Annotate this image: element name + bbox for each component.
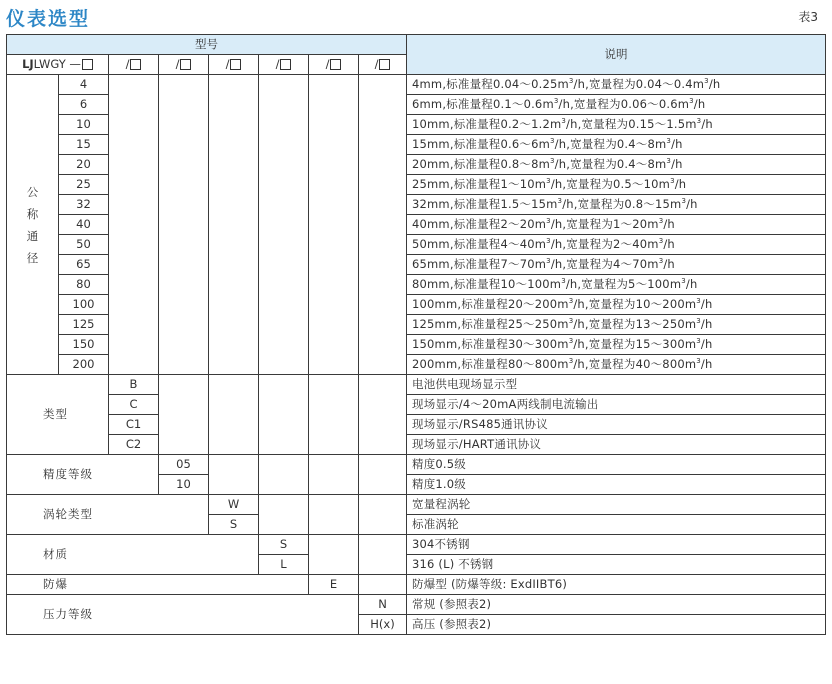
diameter-desc: 150mm,标准量程$30\sim 300m^3/h$,宽量程为$15\sim 300m^3/h$: [407, 335, 826, 355]
diameter-code: 65: [59, 255, 109, 275]
material-label: 材质: [7, 535, 259, 575]
open-column-cell: [259, 495, 309, 535]
diameter-label-char: 公: [26, 184, 39, 199]
turbine-desc: 宽量程涡轮: [407, 495, 826, 515]
open-column-cell: [209, 375, 259, 455]
accuracy-code: 10: [159, 475, 209, 495]
explosion-code: E: [309, 575, 359, 595]
diameter-desc: 125mm,标准量程$25\sim 250m^3/h$,宽量程为$13\sim 250m^3/h$: [407, 315, 826, 335]
model-prefix-bold: LJ: [22, 57, 34, 71]
table-row: [7, 535, 826, 555]
slot-separator: /: [175, 57, 180, 71]
diameter-code: 100: [59, 295, 109, 315]
open-column-cell: [209, 75, 259, 375]
diameter-desc: 6mm,标准量程$0.1\sim 0.6m^3/h$,宽量程为$0.06\sim 0.6m^3/h$: [407, 95, 826, 115]
diameter-code: 6: [59, 95, 109, 115]
diameter-label-char: 径: [26, 250, 39, 265]
diameter-label-char: 通: [26, 228, 39, 243]
open-column-cell: [159, 375, 209, 455]
placeholder-box-icon: [82, 59, 93, 70]
turbine-desc: 标准涡轮: [407, 515, 826, 535]
open-column-cell: [359, 575, 407, 595]
model-slot-cell: [109, 55, 159, 75]
slot-separator: /: [325, 57, 330, 71]
table-number: 表3: [798, 10, 818, 24]
diameter-desc: 50mm,标准量程$4\sim 40m^3/h$,宽量程为$2\sim 40m^3/h$: [407, 235, 826, 255]
model-slot-cell: [359, 55, 407, 75]
diameter-desc: 100mm,标准量程$20\sim 200m^3/h$,宽量程为$10\sim 200m^3/h$: [407, 295, 826, 315]
type-code: C1: [109, 415, 159, 435]
type-code: B: [109, 375, 159, 395]
diameter-desc: 20mm,标准量程$0.8\sim 8m^3/h$,宽量程为$0.4\sim 8m^3/h$: [407, 155, 826, 175]
open-column-cell: [259, 375, 309, 455]
slot-separator: /: [125, 57, 130, 71]
diameter-code: 80: [59, 275, 109, 295]
accuracy-code: 05: [159, 455, 209, 475]
diameter-code: 15: [59, 135, 109, 155]
open-column-cell: [309, 455, 359, 495]
placeholder-box-icon: [280, 59, 291, 70]
diameter-desc: 15mm,标准量程$0.6\sim 6m^3/h$,宽量程为$0.4\sim 8m^3/h$: [407, 135, 826, 155]
table-row: [7, 375, 826, 395]
diameter-code: 200: [59, 355, 109, 375]
diameter-code: 25: [59, 175, 109, 195]
diameter-code: 10: [59, 115, 109, 135]
open-column-cell: [109, 75, 159, 375]
diameter-code: 32: [59, 195, 109, 215]
open-column-cell: [359, 75, 407, 375]
diameter-code: 4: [59, 75, 109, 95]
table-row: [7, 75, 826, 95]
slot-separator: /: [275, 57, 280, 71]
diameter-code: 20: [59, 155, 109, 175]
placeholder-box-icon: [230, 59, 241, 70]
accuracy-desc: 精度1.0级: [407, 475, 826, 495]
table-row: [7, 495, 826, 515]
type-label: 类型: [7, 375, 109, 455]
table-row: [7, 455, 826, 475]
type-desc: 现场显示/RS485通讯协议: [407, 415, 826, 435]
diameter-desc: 200mm,标准量程$80\sim 800m^3/h$,宽量程为$40\sim 800m^3/h$: [407, 355, 826, 375]
diameter-desc: 80mm,标准量程$10\sim 100m^3/h$,宽量程为$5\sim 100m^3/h$: [407, 275, 826, 295]
type-code: C: [109, 395, 159, 415]
diameter-label-char: 称: [26, 206, 39, 221]
explosion-desc: 防爆型 (防爆等级: ExdIIBT6): [407, 575, 826, 595]
open-column-cell: [209, 455, 259, 495]
pressure-desc: 常规 (参照表2): [407, 595, 826, 615]
diameter-label-cell: [7, 75, 59, 375]
turbine-code: W: [209, 495, 259, 515]
model-header: 型号: [7, 35, 407, 55]
open-column-cell: [259, 455, 309, 495]
placeholder-box-icon: [130, 59, 141, 70]
model-slot-cell: [159, 55, 209, 75]
table-row: [7, 395, 826, 415]
placeholder-box-icon: [379, 59, 390, 70]
description-header: 说明: [407, 35, 826, 75]
table-row: [7, 415, 826, 435]
open-column-cell: [309, 375, 359, 455]
type-desc: 电池供电现场显示型: [407, 375, 826, 395]
table-row: [7, 575, 826, 595]
open-column-cell: [159, 75, 209, 375]
diameter-code: 150: [59, 335, 109, 355]
diameter-desc: 65mm,标准量程$7\sim 70m^3/h$,宽量程为$4\sim 70m^3/h$: [407, 255, 826, 275]
material-code: L: [259, 555, 309, 575]
explosion-label: 防爆: [7, 575, 309, 595]
model-prefix-cell: [7, 55, 109, 75]
open-column-cell: [359, 455, 407, 495]
diameter-desc: 40mm,标准量程$2\sim 20m^3/h$,宽量程为$1\sim 20m^3/h$: [407, 215, 826, 235]
model-prefix: LWGY —: [33, 57, 81, 71]
diameter-desc: 32mm,标准量程$1.5\sim 15m^3/h$,宽量程为$0.8\sim 15m^3/h$: [407, 195, 826, 215]
pressure-desc: 高压 (参照表2): [407, 615, 826, 635]
placeholder-box-icon: [330, 59, 341, 70]
open-column-cell: [309, 75, 359, 375]
type-code: C2: [109, 435, 159, 455]
diameter-code: 125: [59, 315, 109, 335]
page-title: 仪表选型: [6, 8, 91, 30]
table-row: [7, 595, 826, 615]
diameter-code: 50: [59, 235, 109, 255]
placeholder-box-icon: [180, 59, 191, 70]
diameter-desc: 10mm,标准量程$0.2\sim 1.2m^3/h$,宽量程为$0.15\sim 1.5m^3/h$: [407, 115, 826, 135]
diameter-desc: 25mm,标准量程$1\sim 10m^3/h$,宽量程为$0.5\sim 10m^3/h$: [407, 175, 826, 195]
table-row: [7, 435, 826, 455]
open-column-cell: [309, 535, 359, 575]
type-desc: 现场显示/4～20mA两线制电流输出: [407, 395, 826, 415]
accuracy-label: 精度等级: [7, 455, 159, 495]
open-column-cell: [359, 535, 407, 575]
turbine-code: S: [209, 515, 259, 535]
slot-separator: /: [225, 57, 230, 71]
pressure-code: N: [359, 595, 407, 615]
open-column-cell: [309, 495, 359, 535]
accuracy-desc: 精度0.5级: [407, 455, 826, 475]
model-slot-cell: [209, 55, 259, 75]
pressure-code: H(x): [359, 615, 407, 635]
model-selection-table: [6, 34, 826, 635]
material-code: S: [259, 535, 309, 555]
material-desc: 316 (L) 不锈钢: [407, 555, 826, 575]
diameter-desc: 4mm,标准量程$0.04\sim 0.25m^3/h$,宽量程为$0.04\sim 0.4m^3/h$: [407, 75, 826, 95]
type-desc: 现场显示/HART通讯协议: [407, 435, 826, 455]
slot-separator: /: [374, 57, 379, 71]
pressure-label: 压力等级: [7, 595, 359, 635]
header-row: [7, 35, 826, 55]
open-column-cell: [359, 375, 407, 455]
open-column-cell: [259, 75, 309, 375]
material-desc: 304不锈钢: [407, 535, 826, 555]
model-slot-cell: [259, 55, 309, 75]
diameter-code: 40: [59, 215, 109, 235]
turbine-label: 涡轮类型: [7, 495, 209, 535]
model-slot-cell: [309, 55, 359, 75]
open-column-cell: [359, 495, 407, 535]
